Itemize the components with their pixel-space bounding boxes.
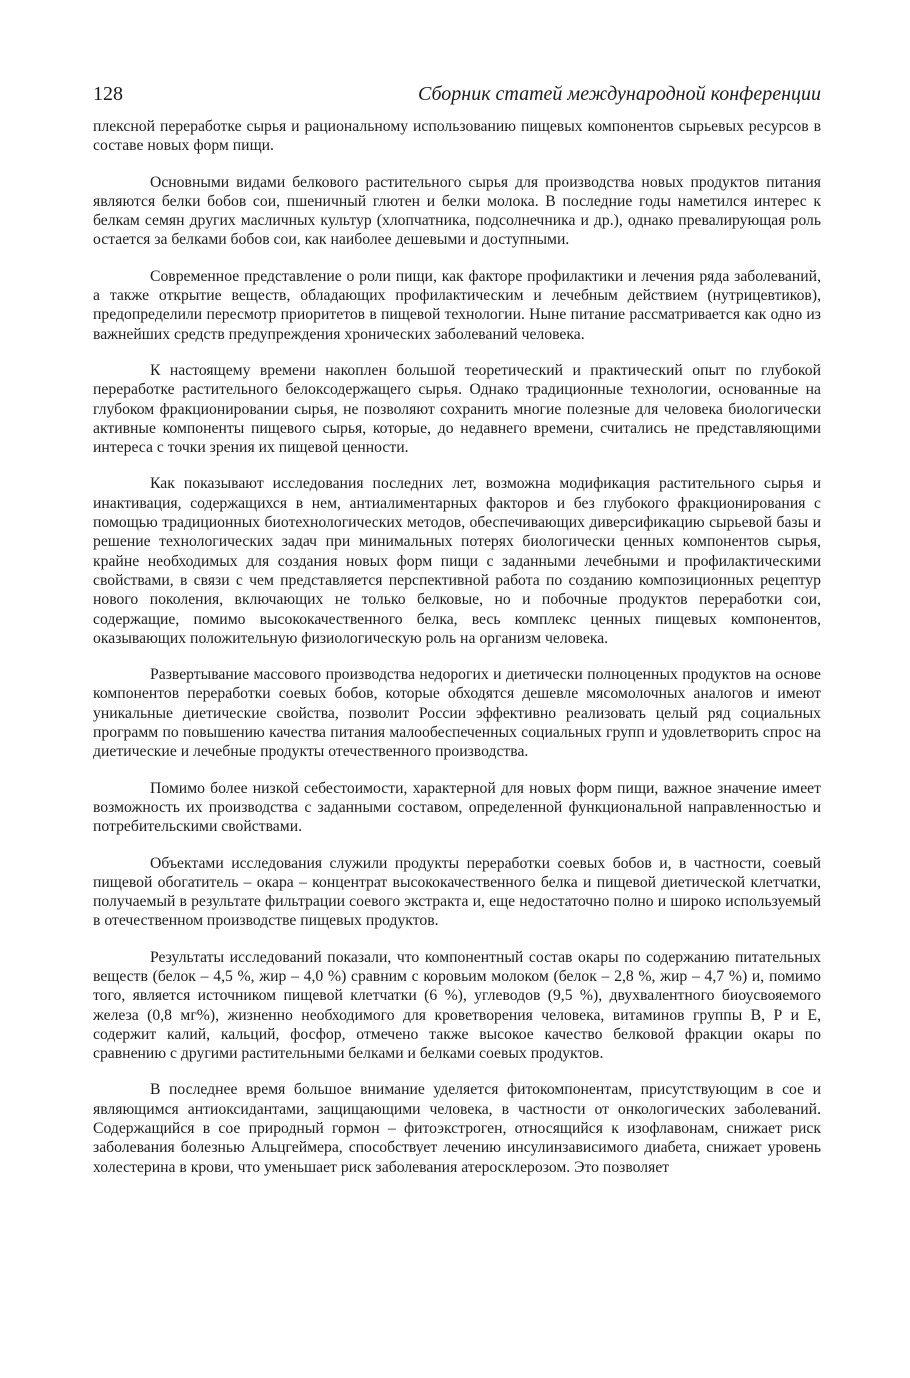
paragraph: Результаты исследований показали, что компонентный состав окары по содержанию питательных веществ (белок – 4,5 %, жир – 4,0 %) сравним с коровьим молоком (белок – 2,8 %, жир – 4,7 %) и, помимо того, является источником пищевой клетчатки (6 %), углеводов (9,5 %), двухвалентного биоусвояемого железа (0,8 мг%), жизненно необходимого для кроветворения человека, витаминов группы В, Р и Е, содержит калий, кальций, фосфор, отмечено также высокое качество белковой фракции окары по сравнению с другими растительными белками и белками соевых продуктов. bbox=[93, 948, 821, 1063]
paragraph: Помимо более низкой себестоимости, характерной для новых форм пищи, важное значение имеет возможность их производства с заданными составом, определенной функциональной направленностью и потребительскими свойствами. bbox=[93, 779, 821, 836]
page-header bbox=[93, 80, 821, 110]
paragraph: К настоящему времени накоплен большой теоретический и практический опыт по глубокой переработке растительного белоксодержащего сырья. Однако традиционные технологии, основанные на глубоком фракционировании сырья, не позволяют сохранить многие полезные для человека биологически активные компоненты пищевого сырья, которые, до недавнего времени, считались не представляющими интереса с точки зрения их пищевой ценности. bbox=[93, 361, 821, 457]
paragraph: В последнее время большое внимание уделяется фитокомпонентам, присутствующим в сое и являющимся антиоксидантами, защищающими человека, в частности от онкологических заболеваний. Содержащийся в сое природный гормон – фитоэкстроген, относящийся к изофлавонам, снижает риск заболевания болезнью Альцгеймера, способствует лечению инсулинзависимого диабета, снижает уровень холестерина в крови, что уменьшает риск заболевания атеросклерозом. Это позволяет bbox=[93, 1081, 821, 1176]
paragraph: Основными видами белкового растительного сырья для производства новых продуктов питания являются белки бобов сои, пшеничный глютен и белки молока. В последние годы наметился интерес к белкам семян других масличных культур (хлопчатника, подсолнечника и др.), однако превалирующая роль остается за белками бобов сои, как наиболее дешевыми и доступными. bbox=[93, 173, 821, 249]
article-body bbox=[93, 117, 821, 1194]
page-number: 128 bbox=[93, 83, 123, 105]
paragraph: Современное представление о роли пищи, как факторе профилактики и лечения ряда заболеваний, а также открытие веществ, обладающих профилактическим и лечебным действием (нутрицевтиков), предопределили пересмотр приоритетов в пищевой технологии. Ныне питание рассматривается как одно из важнейших средств предупреждения хронических заболеваний человека. bbox=[93, 267, 821, 343]
paragraph: Объектами исследования служили продукты переработки соевых бобов и, в частности, соевый пищевой обогатитель – окара – концентрат высококачественного белка и пищевой диетической клетчатки, получаемый в результате фильтрации соевого экстракта и, еще недостаточно полно и широко используемый в отечественном производстве пищевых продуктов. bbox=[93, 854, 821, 930]
paragraph-continuation: плексной переработке сырья и рациональному использованию пищевых компонентов сырьевых ресурсов в составе новых форм пищи. bbox=[93, 118, 821, 155]
running-title: Сборник статей международной конференции bbox=[418, 83, 821, 105]
paragraph: Развертывание массового производства недорогих и диетически полноценных продуктов на основе компонентов переработки соевых бобов, которые обходятся дешевле мясомолочных аналогов и имеют уникальные диетические свойства, позволит России эффективно реализовать целый ряд социальных программ по повышению качества питания малообеспеченных социальных групп и удовлетворить спрос на диетические и лечебные продукты отечественного производства. bbox=[93, 666, 821, 761]
paragraph: Как показывают исследования последних лет, возможна модификация растительного сырья и инактивация, содержащихся в нем, антиалиментарных факторов и без глубокого фракционирования с помощью традиционных биотехнологических методов, обеспечивающих диверсификацию сырьевой базы и решение технологических задач при минимальных потерях биологически ценных компонентов сырья, крайне необходимых для создания новых форм пищи с заданными лечебными и профилактическими свойствами, в связи с чем представляется перспективной работа по созданию композиционных рецептур нового поколения, включающих не только белковые, но и побочные продуктов переработки сои, содержащие, помимо высококачественного белка, весь комплекс ценных пищевых компонентов, оказывающих положительную физиологическую роль на организм человека. bbox=[93, 475, 821, 647]
